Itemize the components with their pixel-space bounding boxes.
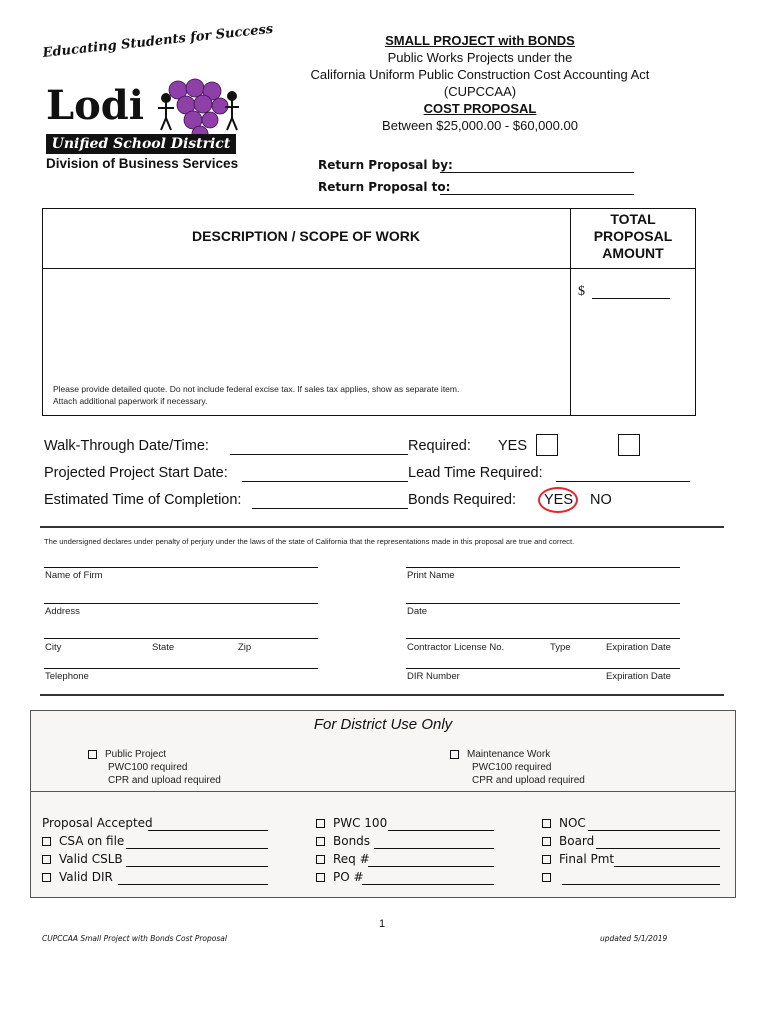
public-project-label: Public Project: [105, 749, 167, 760]
price-range: Between $25,000.00 - $60,000.00: [382, 118, 578, 133]
address-label: Address: [45, 606, 80, 617]
noc-field[interactable]: [588, 830, 720, 831]
section-divider-2: [40, 694, 724, 696]
logo-district-bar: Unified School District: [46, 134, 236, 154]
maintenance-label: Maintenance Work: [467, 749, 551, 760]
bonds-label: Bonds Required:: [408, 492, 517, 508]
license-field[interactable]: [406, 638, 680, 639]
req-label: Req #: [333, 852, 370, 866]
district-logo: [38, 21, 274, 158]
csa-field[interactable]: [126, 848, 268, 849]
blank-checkbox[interactable]: [542, 873, 551, 882]
return-by-label: Return Proposal by:: [318, 158, 453, 172]
proposal-accepted-field[interactable]: [148, 830, 268, 831]
completion-label: Estimated Time of Completion:: [44, 492, 242, 508]
bonds-no-label[interactable]: NO: [590, 492, 612, 508]
required-label: Required:: [408, 438, 471, 454]
noc-checkbox[interactable]: [542, 819, 551, 828]
dollar-sign: $: [578, 284, 585, 299]
dir-checkbox[interactable]: [42, 873, 51, 882]
maintenance-note-1: PWC100 required: [472, 762, 552, 773]
date-field[interactable]: [406, 603, 680, 604]
header-line3: (CUPCCAA): [443, 84, 517, 99]
noc-label: NOC: [559, 816, 586, 830]
scope-note-2: Attach additional paperwork if necessary.: [53, 396, 208, 406]
print-name-label: Print Name: [407, 570, 455, 581]
scope-note-1: Please provide detailed quote. Do not include federal excise tax. If sales tax applies, show as separate item.: [53, 384, 460, 394]
telephone-field[interactable]: [44, 668, 318, 669]
total-label-2: PROPOSAL: [593, 228, 673, 244]
footer-left: CUPCCAA Small Project with Bonds Cost Proposal: [42, 934, 227, 943]
zip-label: Zip: [238, 642, 252, 653]
city-label: City: [45, 642, 62, 653]
license-label: Contractor License No.: [407, 642, 505, 653]
lead-time-label: Lead Time Required:: [408, 465, 543, 481]
blank-field[interactable]: [562, 884, 720, 885]
page-number: 1: [379, 918, 386, 930]
board-checkbox[interactable]: [542, 837, 551, 846]
walk-through-field[interactable]: [230, 454, 408, 455]
cslb-field[interactable]: [126, 866, 268, 867]
telephone-label: Telephone: [45, 671, 89, 682]
po-field[interactable]: [362, 884, 494, 885]
form-subtitle: COST PROPOSAL: [423, 101, 537, 116]
return-to-label: Return Proposal to:: [318, 180, 451, 194]
declaration-text: The undersigned declares under penalty of perjury under the laws of the state of California that the representations made in this proposal are true and correct.: [44, 537, 575, 546]
district-use-box: [30, 710, 736, 898]
division-label: Division of Business Services: [46, 156, 239, 171]
public-project-note-2: CPR and upload required: [108, 775, 221, 786]
bonds-checkbox[interactable]: [316, 837, 325, 846]
final-pmt-label: Final Pmt: [559, 852, 615, 866]
po-checkbox[interactable]: [316, 873, 325, 882]
footer-right: updated 5/1/2019: [600, 934, 668, 943]
start-date-field[interactable]: [242, 481, 408, 482]
expiration-label-2: Expiration Date: [606, 671, 671, 682]
address-field[interactable]: [44, 603, 318, 604]
dir-field[interactable]: [406, 668, 680, 669]
public-project-note-1: PWC100 required: [108, 762, 188, 773]
csa-label: CSA on file: [59, 834, 125, 848]
board-label: Board: [559, 834, 595, 848]
scope-description-field[interactable]: [46, 272, 566, 372]
csa-checkbox[interactable]: [42, 837, 51, 846]
firm-label: Name of Firm: [45, 570, 103, 581]
walk-through-label: Walk-Through Date/Time:: [44, 438, 209, 454]
final-pmt-checkbox[interactable]: [542, 855, 551, 864]
final-pmt-field[interactable]: [614, 866, 720, 867]
logo-tagline: Educating Students for Success: [42, 21, 274, 61]
public-project-checkbox[interactable]: [88, 750, 97, 759]
completion-field[interactable]: [252, 508, 408, 509]
pwc-label: PWC 100: [333, 816, 388, 830]
state-label: State: [152, 642, 175, 653]
lead-time-field[interactable]: [556, 481, 690, 482]
return-by-field[interactable]: [440, 172, 634, 173]
required-no-checkbox[interactable]: [618, 434, 640, 456]
board-field[interactable]: [596, 848, 720, 849]
bonds-district-field[interactable]: [374, 848, 494, 849]
dir-valid-label: Valid DIR: [59, 870, 113, 884]
bonds-district-label: Bonds: [333, 834, 371, 848]
maintenance-checkbox[interactable]: [450, 750, 459, 759]
bonds-yes-label: YES: [544, 492, 574, 508]
total-amount-field[interactable]: [592, 298, 670, 299]
required-yes-label: YES: [498, 438, 528, 454]
date-label: Date: [407, 606, 428, 617]
required-yes-checkbox[interactable]: [536, 434, 558, 456]
form-title: SMALL PROJECT with BONDS: [385, 33, 575, 48]
dir-valid-field[interactable]: [118, 884, 268, 885]
district-use-title: For District Use Only: [313, 716, 453, 733]
header-line2: California Uniform Public Construction Cost Accounting Act: [310, 67, 650, 82]
logo-name: Lodi: [46, 82, 144, 129]
proposal-accepted-label: Proposal Accepted: [42, 816, 153, 830]
city-state-zip-field[interactable]: [44, 638, 318, 639]
req-checkbox[interactable]: [316, 855, 325, 864]
pwc-checkbox[interactable]: [316, 819, 325, 828]
section-divider: [40, 526, 724, 528]
total-label-3: AMOUNT: [602, 245, 664, 261]
pwc-field[interactable]: [388, 830, 494, 831]
dir-label: DIR Number: [407, 671, 460, 682]
scope-heading: DESCRIPTION / SCOPE OF WORK: [192, 228, 420, 244]
start-date-label: Projected Project Start Date:: [44, 465, 228, 481]
print-name-field[interactable]: [406, 567, 680, 568]
expiration-label-1: Expiration Date: [606, 642, 671, 653]
po-label: PO #: [333, 870, 364, 884]
return-to-field[interactable]: [440, 194, 634, 195]
total-label-1: TOTAL: [610, 211, 656, 227]
maintenance-note-2: CPR and upload required: [472, 775, 585, 786]
cslb-checkbox[interactable]: [42, 855, 51, 864]
cslb-label: Valid CSLB: [59, 852, 123, 866]
district-use-divider: [30, 791, 736, 792]
firm-field[interactable]: [44, 567, 318, 568]
type-label: Type: [550, 642, 571, 653]
req-field[interactable]: [368, 866, 494, 867]
header-line1: Public Works Projects under the: [387, 50, 573, 65]
